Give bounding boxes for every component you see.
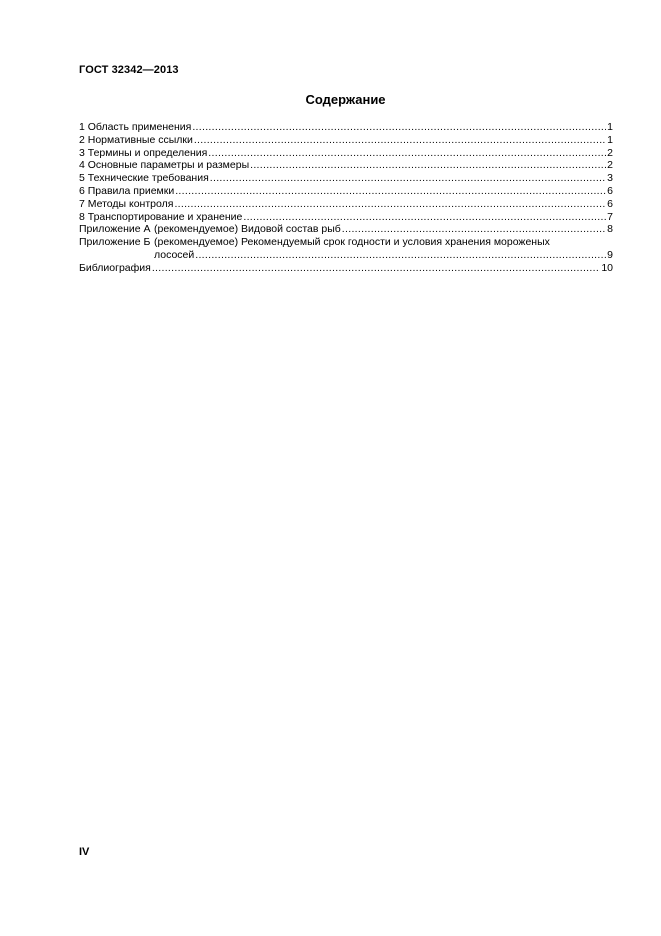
toc-leader-dots <box>342 223 606 236</box>
toc-leader-dots <box>210 172 606 185</box>
page-title: Содержание <box>305 92 386 107</box>
toc-leader-dots <box>192 121 606 134</box>
toc-entry-label: 2 Нормативные ссылки <box>79 133 193 146</box>
page-number: IV <box>79 846 90 858</box>
appendix-prefix: Приложение Б <box>79 236 151 249</box>
toc-entry-page: 6 <box>607 197 613 210</box>
toc-entry-appendix-a <box>79 223 613 236</box>
toc-entry-label-continued: лососей <box>154 248 195 261</box>
toc-entry-page: 2 <box>607 159 613 172</box>
toc-entry-page: 2 <box>607 146 613 159</box>
toc-entry-label: Библиография <box>79 261 151 274</box>
toc-entry-page: 1 <box>607 121 613 133</box>
toc-leader-dots <box>174 198 606 211</box>
toc-entry-3 <box>79 147 613 160</box>
toc-entry-page: 6 <box>607 184 613 197</box>
toc-entry-4 <box>79 159 613 172</box>
table-of-contents <box>79 121 613 275</box>
toc-leader-dots <box>195 249 606 262</box>
toc-entry-page: 10 <box>601 261 613 274</box>
toc-entry-page: 8 <box>607 223 613 236</box>
toc-entry-5 <box>79 172 613 185</box>
toc-entry-label: 3 Термины и определения <box>79 146 208 159</box>
appendix-prefix: Приложение А <box>79 223 151 236</box>
toc-entry-label: 6 Правила приемки <box>79 184 175 197</box>
toc-entry-label: 7 Методы контроля <box>79 197 174 210</box>
toc-entry-8 <box>79 211 613 224</box>
toc-entry-appendix-b <box>79 236 613 262</box>
toc-entry-label: 4 Основные параметры и размеры <box>79 159 250 172</box>
document-code: ГОСТ 32342—2013 <box>79 64 179 76</box>
toc-leader-dots <box>208 147 606 160</box>
toc-entry-label: (рекомендуемое) Видовой состав рыб <box>154 223 341 236</box>
toc-entry-label: 8 Транспортирование и хранение <box>79 210 243 223</box>
toc-leader-dots <box>250 159 606 172</box>
toc-entry-bibliography <box>79 262 613 275</box>
toc-entry-page: 3 <box>607 172 613 185</box>
toc-leader-dots <box>152 262 600 275</box>
toc-entry-page: 1 <box>607 133 613 146</box>
appendix-b-second-line <box>79 249 613 262</box>
toc-entry-page: 9 <box>607 248 613 261</box>
toc-entry-label: 5 Технические требования <box>79 172 209 185</box>
toc-entry-7 <box>79 198 613 211</box>
appendix-b-first-line <box>79 236 613 249</box>
toc-entry-page: 7 <box>607 210 613 223</box>
toc-leader-dots <box>194 134 606 147</box>
toc-entry-label: 1 Область применения <box>79 121 192 133</box>
toc-entry-1 <box>79 121 613 134</box>
toc-entry-label: (рекомендуемое) Рекомендуемый срок годности и условия хранения мороженых <box>154 236 550 249</box>
toc-leader-dots <box>243 211 606 224</box>
toc-entry-2 <box>79 134 613 147</box>
toc-leader-dots <box>175 185 606 198</box>
toc-entry-6 <box>79 185 613 198</box>
